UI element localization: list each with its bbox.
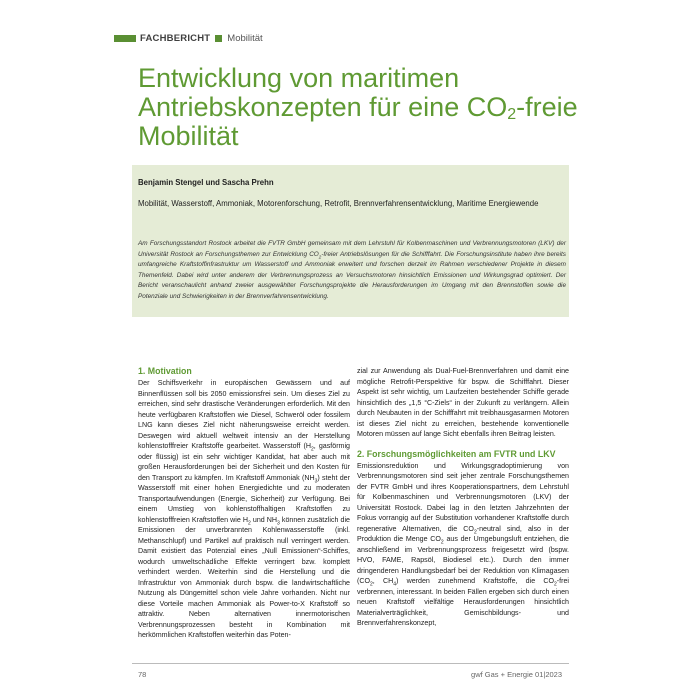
section-1-paragraph: Der Schiffsverkehr in europäischen Gewässern und auf Binnenflüssen soll bis 2050 emissionsfrei sein. Um dieses Ziel zu erreichen, sind sehr drastische Veränderungen erforderlich. Mit den heute verfügbaren Kraftstoffen wie Diesel, Schweröl oder fossilem LNG kann dieses Ziel nicht näherungsweise erreicht werden. Deswegen wird aktuell weltweit intensiv an der Herstellung kohlenstofffreier Kraftstoffe gearbeitet. Wasserstoff ($H_2$, gasförmig oder flüssig) ist ein sehr wichtiger Kandidat, hat aber auch mit großen Herausforderungen bei der Sicherheit und den Kosten für den Transport zu kämpfen. Im Kraftstoff Ammoniak $(NH_3)$ steht der Wasserstoff mit einer hohen Energiedichte und zu moderaten Transportaufwendungen (Energie, Sicherheit) zur Verfügung. Bei einem Umstieg von kohlenstoffhaltigen Kraftstoffen zu kohlenstofffreien Kraftstoffen wie $H_2$ und $NH_3$ können zusätzlich die Emissionen der unverbrannten Kohlenwasserstoffe (inkl. Methanschlupf) und Partikel auf praktisch null verringert werden. Damit existiert das Potenzial eines „Null Emissionen“-Schiffes, wodurch umweltschädliche Effekte verringert bzw. komplett verhindert werden. Weiterhin sind die Herstellung und die Infrastruktur von Ammoniak durch bspw. die landwirtschaftliche Nutzung als Düngemittel schon viele Jahre vorhanden. Nicht nur diese Vorteile machen Ammoniak als Power-to-X Kraftstoff so attraktiv. Neben alternativen innermotorischen Verbrennungsprozessen besteht in Kombination mit herkömmlichen Kraftstoffen weiterhin das Poten- <box>138 379 350 639</box>
journal-name: gwf Gas + Energie 01|2023 <box>471 670 562 679</box>
section-1-title: 1. Motivation <box>138 366 192 376</box>
header-separator-square <box>215 35 222 42</box>
abstract-subscript: 2 <box>318 253 322 259</box>
header-subcategory: Mobilität <box>227 33 263 44</box>
section-2-paragraph: Emissionsreduktion und Wirkungsgradoptimierung von Verbrennungsmotoren sind seit jeher zentrale Forschungsthemen der FVTR GmbH und ihres Kooperationspartners, dem Lehrstuhl für Kolbenmaschinen und Verbrennungsmotoren (LKV) der Universität Rostock. Dabei lag in den letzten Jahrzehnten der Fokus vorrangig auf der Substitution vorhandener Kraftstoffe durch regenerative Alternativen, die $CO_2$-neutral sind, also in der Produktion die Menge $CO_2$ aus der Umgebungsluft entziehen, die anschließend im Verbrennungsprozess freigesetzt wird (bspw. HVO, FAME, Rapsöl, Biodiesel etc.). Durch den immer dringenderen Handlungsbedarf bei der Reduktion von Klimagasen ($CO_2$, $CH_4$) werden zunehmend Kraftstoffe, die $CO_2$-frei verbrennen, interessant. In beiden Fällen ergeben sich durch einen neuen Kraftstoff vielfältige Herausforderungen hinsichtlich Materialverträglichkeit, Gemischbildungs- und Brennverfahrenskonzept, <box>357 461 569 627</box>
title-subscript: 2 <box>507 106 517 123</box>
header-accent-bar <box>114 35 136 42</box>
title-part-2: -freie Mobilität <box>138 92 578 151</box>
section-1-continuation: zial zur Anwendung als Dual-Fuel-Brennverfahren und damit eine mögliche Retrofit-Perspektive für bspw. die Schifffahrt. Dieser Aspekt ist sehr wichtig, um Laufzeiten bestehender Schiffe gerade hinsichtlich des „1,5 °C-Ziels“ in der Zukunft zu verlängern. Allein durch Neubauten in der Schifffahrt mit treibhausgasarmen Motoren ist dieses Ziel nicht zu erreichen, bestehende konventionelle Motoren müssen auf lange Sicht ebenfalls ihren Beitrag leisten. <box>357 367 569 438</box>
column-left <box>138 366 350 641</box>
keywords: Mobilität, Wasserstoff, Ammoniak, Motorenforschung, Retrofit, Brennverfahrensentwicklung, Maritime Energiewende <box>138 199 539 208</box>
authors: Benjamin Stengel und Sascha Prehn <box>138 178 274 187</box>
abstract-part-1: Am Forschungsstandort Rostock arbeitet die FVTR GmbH gemeinsam mit dem Lehrstuhl für Kolbenmaschinen und Verbrennungsmotoren (LKV) der Universität Rostock an Forschungsthemen zur Entwicklung CO <box>138 240 566 258</box>
title-part-1: Entwicklung von maritimen Antriebskonzepten für eine CO <box>138 63 508 122</box>
page-header <box>114 33 263 44</box>
header-category: FACHBERICHT <box>140 33 211 44</box>
page-number: 78 <box>138 670 147 679</box>
article-title <box>138 64 608 151</box>
column-right <box>357 366 569 629</box>
section-2-title: 2. Forschungsmöglichkeiten am FVTR und LKV <box>357 448 556 459</box>
abstract-part-2: -freier Antriebslösungen für die Schifffahrt. Die Forschungsinstitute haben ihre bereits umfangreiche Kraftstoffinfrastruktur um Wasserstoff und Ammoniak erweitert und forschen derzeit im Rahmen verschiedener Projekte in diesem Themenfeld. Dabei wird unter anderem der Verbrennungsprozess an Versuchsmotoren hinsichtlich Emissionen und Wirkungsgrad optimiert. Der Bericht veranschaulicht anhand zweier ausgewählter Forschungsprojekte die Herausforderungen im Umgang mit den Brennstoffen sowie die Potenziale und Schwierigkeiten in der Brennverfahrensentwicklung. <box>138 250 566 300</box>
abstract <box>138 239 566 302</box>
footer-divider <box>132 663 569 664</box>
